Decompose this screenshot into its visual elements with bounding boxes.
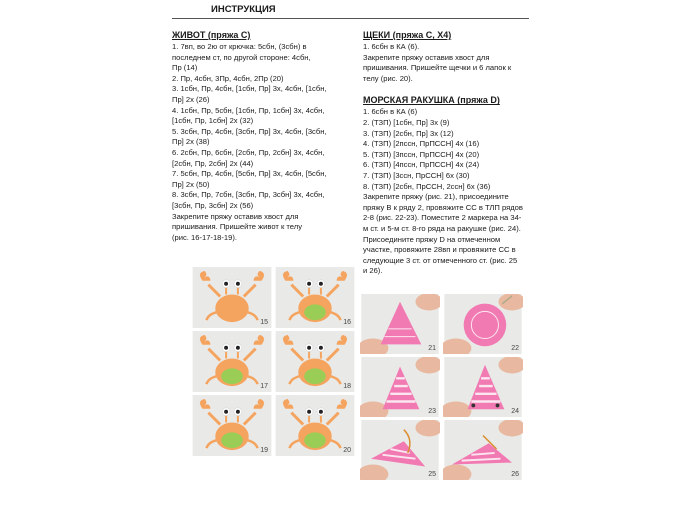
figure-number: 17 — [260, 383, 268, 390]
figure-number: 24 — [511, 408, 519, 415]
instruction-line: и 26). — [363, 266, 383, 276]
cheeks-instructions — [363, 42, 533, 84]
instruction-line: 2-8 (рис. 22-23). Поместите 2 маркера на 34- — [363, 213, 522, 223]
instruction-line: [2сбн, Пр, 2сбн] 2х (44) — [172, 158, 254, 168]
right-column — [363, 29, 533, 277]
instruction-line: 8. 3сбн, Пр, 7сбн, [3сбн, Пр, 3сбн] 3х, 4сбн, — [172, 190, 325, 200]
figure-number: 25 — [428, 471, 436, 478]
instruction-line: Пр] 2х (38) — [172, 137, 210, 147]
instruction-line: Присоедините пряжу D на отмеченном — [363, 234, 501, 244]
crab-photo-17 — [192, 331, 272, 392]
instruction-line: 1. 6сбн в КА (6). — [363, 42, 420, 51]
instruction-line: 5. (ТЗП) [3пссн, ПрПССН] 4х (20) — [363, 149, 480, 159]
instruction-line: пришивания. Пришейте щечки и 6 лапок к — [363, 63, 512, 73]
instruction-line: [3сбн, Пр, 3сбн] 2х (56) — [172, 200, 254, 210]
crab-photo-19 — [192, 395, 272, 456]
cheeks-title: ЩЕКИ (пряжа C, X4) — [363, 30, 452, 40]
instruction-line: участке, провяжите 28вп и провяжите СС в — [363, 245, 516, 255]
instruction-line: последнем ст, по другой стороне: 4сбн, — [172, 52, 311, 62]
shell-photo-21 — [360, 294, 440, 354]
instruction-line: 8. (ТЗП) [2сбн, ПрССН, 2ссн] 6х (36) — [363, 181, 491, 191]
instruction-line: 7. (ТЗП) [3ссн, ПрССН] 6х (30) — [363, 170, 470, 180]
instruction-line: м ст. и 5-м ст. 8-го ряда на ракушке (рис. 24). — [363, 223, 521, 233]
instruction-line: Закрепите пряжу оставив хвост для — [172, 211, 299, 221]
crab-photo-16 — [275, 267, 355, 328]
instruction-line: 4. 1сбн, Пр, 5сбн, [1сбн, Пр, 1сбн] 3х, 4сбн, — [172, 105, 325, 115]
shell-photo-23 — [360, 357, 440, 417]
crab-photo-18 — [275, 331, 355, 392]
instruction-line: пряжу В к ряду 2, провяжите СС в ТЛП рядов — [363, 202, 523, 212]
instruction-line: следующие 3 ст. от отмеченного ст. (рис. 25 — [363, 255, 518, 265]
page-title: ИНСТРУКЦИЯ — [211, 4, 276, 15]
instruction-line: Закрепите пряжу (рис. 21), присоедините — [363, 192, 509, 202]
figure-number: 18 — [343, 383, 351, 390]
instruction-line: 6. 2сбн, Пр, 6сбн, [2сбн, Пр, 2сбн] 3х, 4сбн, — [172, 147, 325, 157]
instruction-line: Закрепите пряжу оставив хвост для — [363, 52, 490, 62]
instruction-line: (рис. 16-17-18-19). — [172, 232, 238, 242]
figure-number: 16 — [343, 319, 351, 326]
figure-number: 26 — [511, 471, 519, 478]
instruction-line: телу (рис. 20). — [363, 73, 413, 83]
shell-photo-22 — [443, 294, 523, 354]
instruction-line: 1. 6сбн в КА (6) — [363, 107, 418, 117]
instruction-line: Пр (14) — [172, 63, 198, 73]
crab-photo-15 — [192, 267, 272, 328]
figure-number: 22 — [511, 345, 519, 352]
shell-instructions — [363, 107, 533, 277]
figure-number: 15 — [260, 319, 268, 326]
instruction-line: 5. 3сбн, Пр, 4сбн, [3сбн, Пр] 3х, 4сбн, [3сбн, — [172, 126, 327, 136]
belly-title: ЖИВОТ (пряжа C) — [172, 30, 251, 40]
shell-title: МОРСКАЯ РАКУШКА (пряжа D) — [363, 95, 500, 106]
shell-photo-26 — [443, 420, 523, 480]
figure-number: 20 — [343, 447, 351, 454]
instruction-line: 3. (ТЗП) [2сбн, Пр] 3х (12) — [363, 128, 454, 138]
figure-number: 23 — [428, 408, 436, 415]
crab-photo-20 — [275, 395, 355, 456]
instruction-line: 6. (ТЗП) [4пссн, ПрПССН] 4х (24) — [363, 160, 480, 170]
instruction-line: 1. 7вп, во 2ю от крючка: 5сбн, (3сбн) в — [172, 42, 307, 51]
instruction-line: Пр] 2х (26) — [172, 94, 210, 104]
section-spacer — [363, 84, 533, 94]
instruction-line: 4. (ТЗП) [2пссн, ПрПССН] 4х (16) — [363, 139, 480, 149]
belly-instructions — [172, 42, 347, 243]
belly-section — [172, 29, 347, 243]
instruction-line: [1сбн, Пр, 1сбн] 2х (32) — [172, 116, 254, 126]
figure-number: 21 — [428, 345, 436, 352]
instruction-line: 7. 5сбн, Пр, 4сбн, [5сбн, Пр] 3х, 4сбн, [5сбн, — [172, 169, 327, 179]
instruction-line: 2. Пр, 4сбн, 3Пр, 4сбн, 2Пр (20) — [172, 73, 284, 83]
header-divider — [172, 18, 529, 19]
shell-photo-24 — [443, 357, 523, 417]
instruction-line: 2. (ТЗП) [1сбн, Пр] 3х (9) — [363, 117, 450, 127]
instruction-line: 3. 1сбн, Пр, 4сбн, [1сбн, Пр] 3х, 4сбн, [1сбн, — [172, 84, 327, 94]
figure-number: 19 — [260, 447, 268, 454]
shell-photo-25 — [360, 420, 440, 480]
instruction-line: Пр] 2х (50) — [172, 179, 210, 189]
instruction-line: пришивания. Пришейте живот к телу — [172, 222, 302, 232]
